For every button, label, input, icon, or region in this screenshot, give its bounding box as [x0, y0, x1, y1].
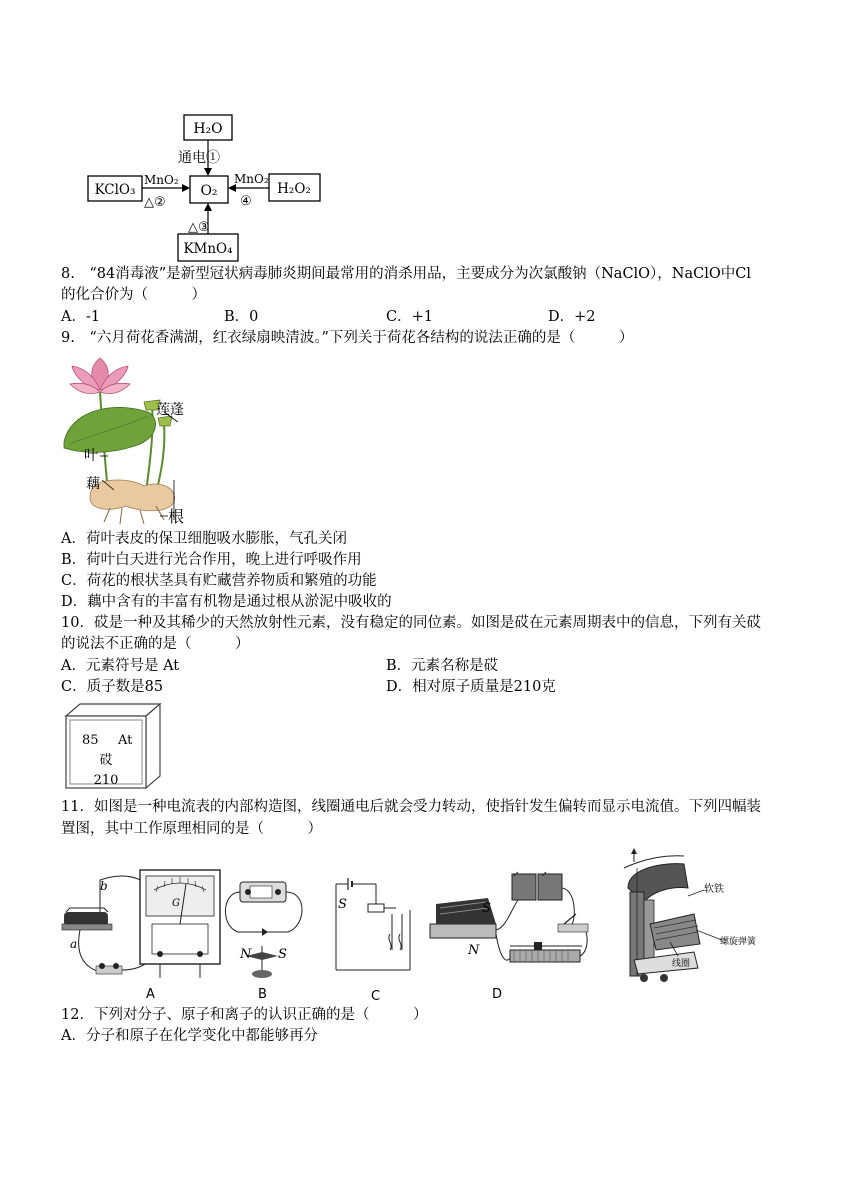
h2o-label: H₂O	[193, 121, 223, 137]
q8-stem-line1: 8. “84消毒液”是新型冠状病毒肺炎期间最常用的消杀用品，主要成分为次氯酸钠（NaClO），NaClO中Cl	[61, 266, 751, 282]
q9-option-d: D．藕中含有的丰富有机物是通过根从淤泥中吸收的	[61, 594, 392, 610]
figure-c-label: C	[371, 989, 381, 1004]
arrow-1-head	[204, 168, 212, 176]
element-number: 85	[82, 733, 99, 748]
o2-label: O₂	[200, 183, 218, 199]
q10-stem-line2: 的说法不正确的是（ ）	[61, 636, 250, 652]
arrow-3-head	[204, 203, 212, 211]
q8-option-a: A．-1	[61, 309, 101, 325]
q12-stem: 12．下列对分子、原子和离子的认识正确的是（ ）	[61, 1007, 428, 1023]
condition-4-top: MnO₂	[234, 172, 269, 186]
condition-2-bottom: △②	[144, 195, 166, 210]
q10-option-c: C．质子数是85	[61, 679, 164, 695]
q11-stem-line1: 11．如图是一种电流表的内部构造图，线圈通电后就会受力转动，使指针发生偏转而显示电流值。下列四幅装	[61, 799, 761, 815]
q10-stem-line1: 10．砹是一种及其稀少的天然放射性元素，没有稳定的同位素。如图是砹在元素周期表中的信息，下列有关砹	[61, 615, 761, 631]
lotus-label-lianpeng: 莲蓬	[156, 402, 184, 418]
q10-option-a: A．元素符号是 At	[61, 658, 180, 674]
q9-option-a: A．荷叶表皮的保卫细胞吸水膨胀，气孔关闭	[61, 531, 347, 547]
q12-option-a: A．分子和原子在化学变化中都能够再分	[61, 1028, 318, 1044]
q9-option-b: B．荷叶白天进行光合作用，晚上进行呼吸作用	[61, 552, 362, 568]
fig-d-label-n: N	[468, 943, 480, 958]
q8-option-b: B．0	[224, 309, 259, 325]
label-xianquan: 线圈	[672, 959, 691, 969]
condition-3: △③	[188, 220, 210, 235]
label-ruantie: 软铁	[704, 884, 724, 895]
astatine-element-cube	[62, 700, 164, 792]
q8-option-c: C．+1	[386, 309, 433, 325]
h2o2-label: H₂O₂	[277, 181, 311, 197]
galvanometer-structure-figure	[604, 848, 760, 986]
lotus-figure	[60, 352, 192, 528]
arrow-2-head	[182, 184, 190, 192]
fig-b-label-n: N	[240, 947, 252, 962]
lotus-label-ye: 叶	[84, 448, 98, 464]
q10-option-b: B．元素名称是砹	[386, 658, 499, 674]
q9-stem: 9. “六月荷花香满湖，红衣绿扇映清波。”下列关于荷花各结构的说法正确的是（ ）	[61, 330, 634, 346]
fig-a-label-g: G	[172, 898, 180, 909]
element-mass: 210	[93, 773, 119, 788]
fig-a-label-a: a	[70, 937, 78, 951]
lotus-label-ou: 藕	[86, 476, 100, 492]
figure-d	[426, 868, 596, 984]
condition-2-top: MnO₂	[144, 173, 179, 187]
fig-d-label-s: S	[482, 901, 491, 916]
kmno4-label: KMnO₄	[183, 241, 233, 257]
figure-d-label: D	[492, 987, 503, 1002]
q9-option-c: C．荷花的根状茎具有贮藏营养物质和繁殖的功能	[61, 573, 377, 589]
lotus-label-gen: 根	[168, 507, 185, 526]
figure-a	[60, 860, 230, 986]
condition-1: 通电①	[178, 150, 220, 166]
fig-b-label-s: S	[278, 947, 287, 962]
figure-c	[326, 874, 426, 986]
q11-stem-line2: 置图，其中工作原理相同的是（ ）	[61, 821, 322, 837]
fig-a-label-b: b	[100, 879, 108, 893]
figure-b	[218, 876, 318, 984]
figure-b-label: B	[258, 987, 267, 1002]
figure-a-label: A	[146, 987, 155, 1002]
label-tanhuang: 螺旋弹簧	[720, 937, 757, 947]
q10-option-d: D．相对原子质量是210克	[386, 679, 556, 695]
kclo3-label: KClO₃	[94, 182, 136, 198]
q8-option-d: D．+2	[548, 309, 596, 325]
oxygen-preparation-diagram	[60, 110, 360, 262]
q8-stem-line2: 的化合价为（ ）	[61, 287, 206, 303]
element-symbol: At	[118, 733, 133, 748]
fig-c-label-s: S	[338, 897, 347, 912]
element-name: 砹	[99, 753, 113, 768]
condition-4-bottom: ④	[240, 194, 252, 209]
